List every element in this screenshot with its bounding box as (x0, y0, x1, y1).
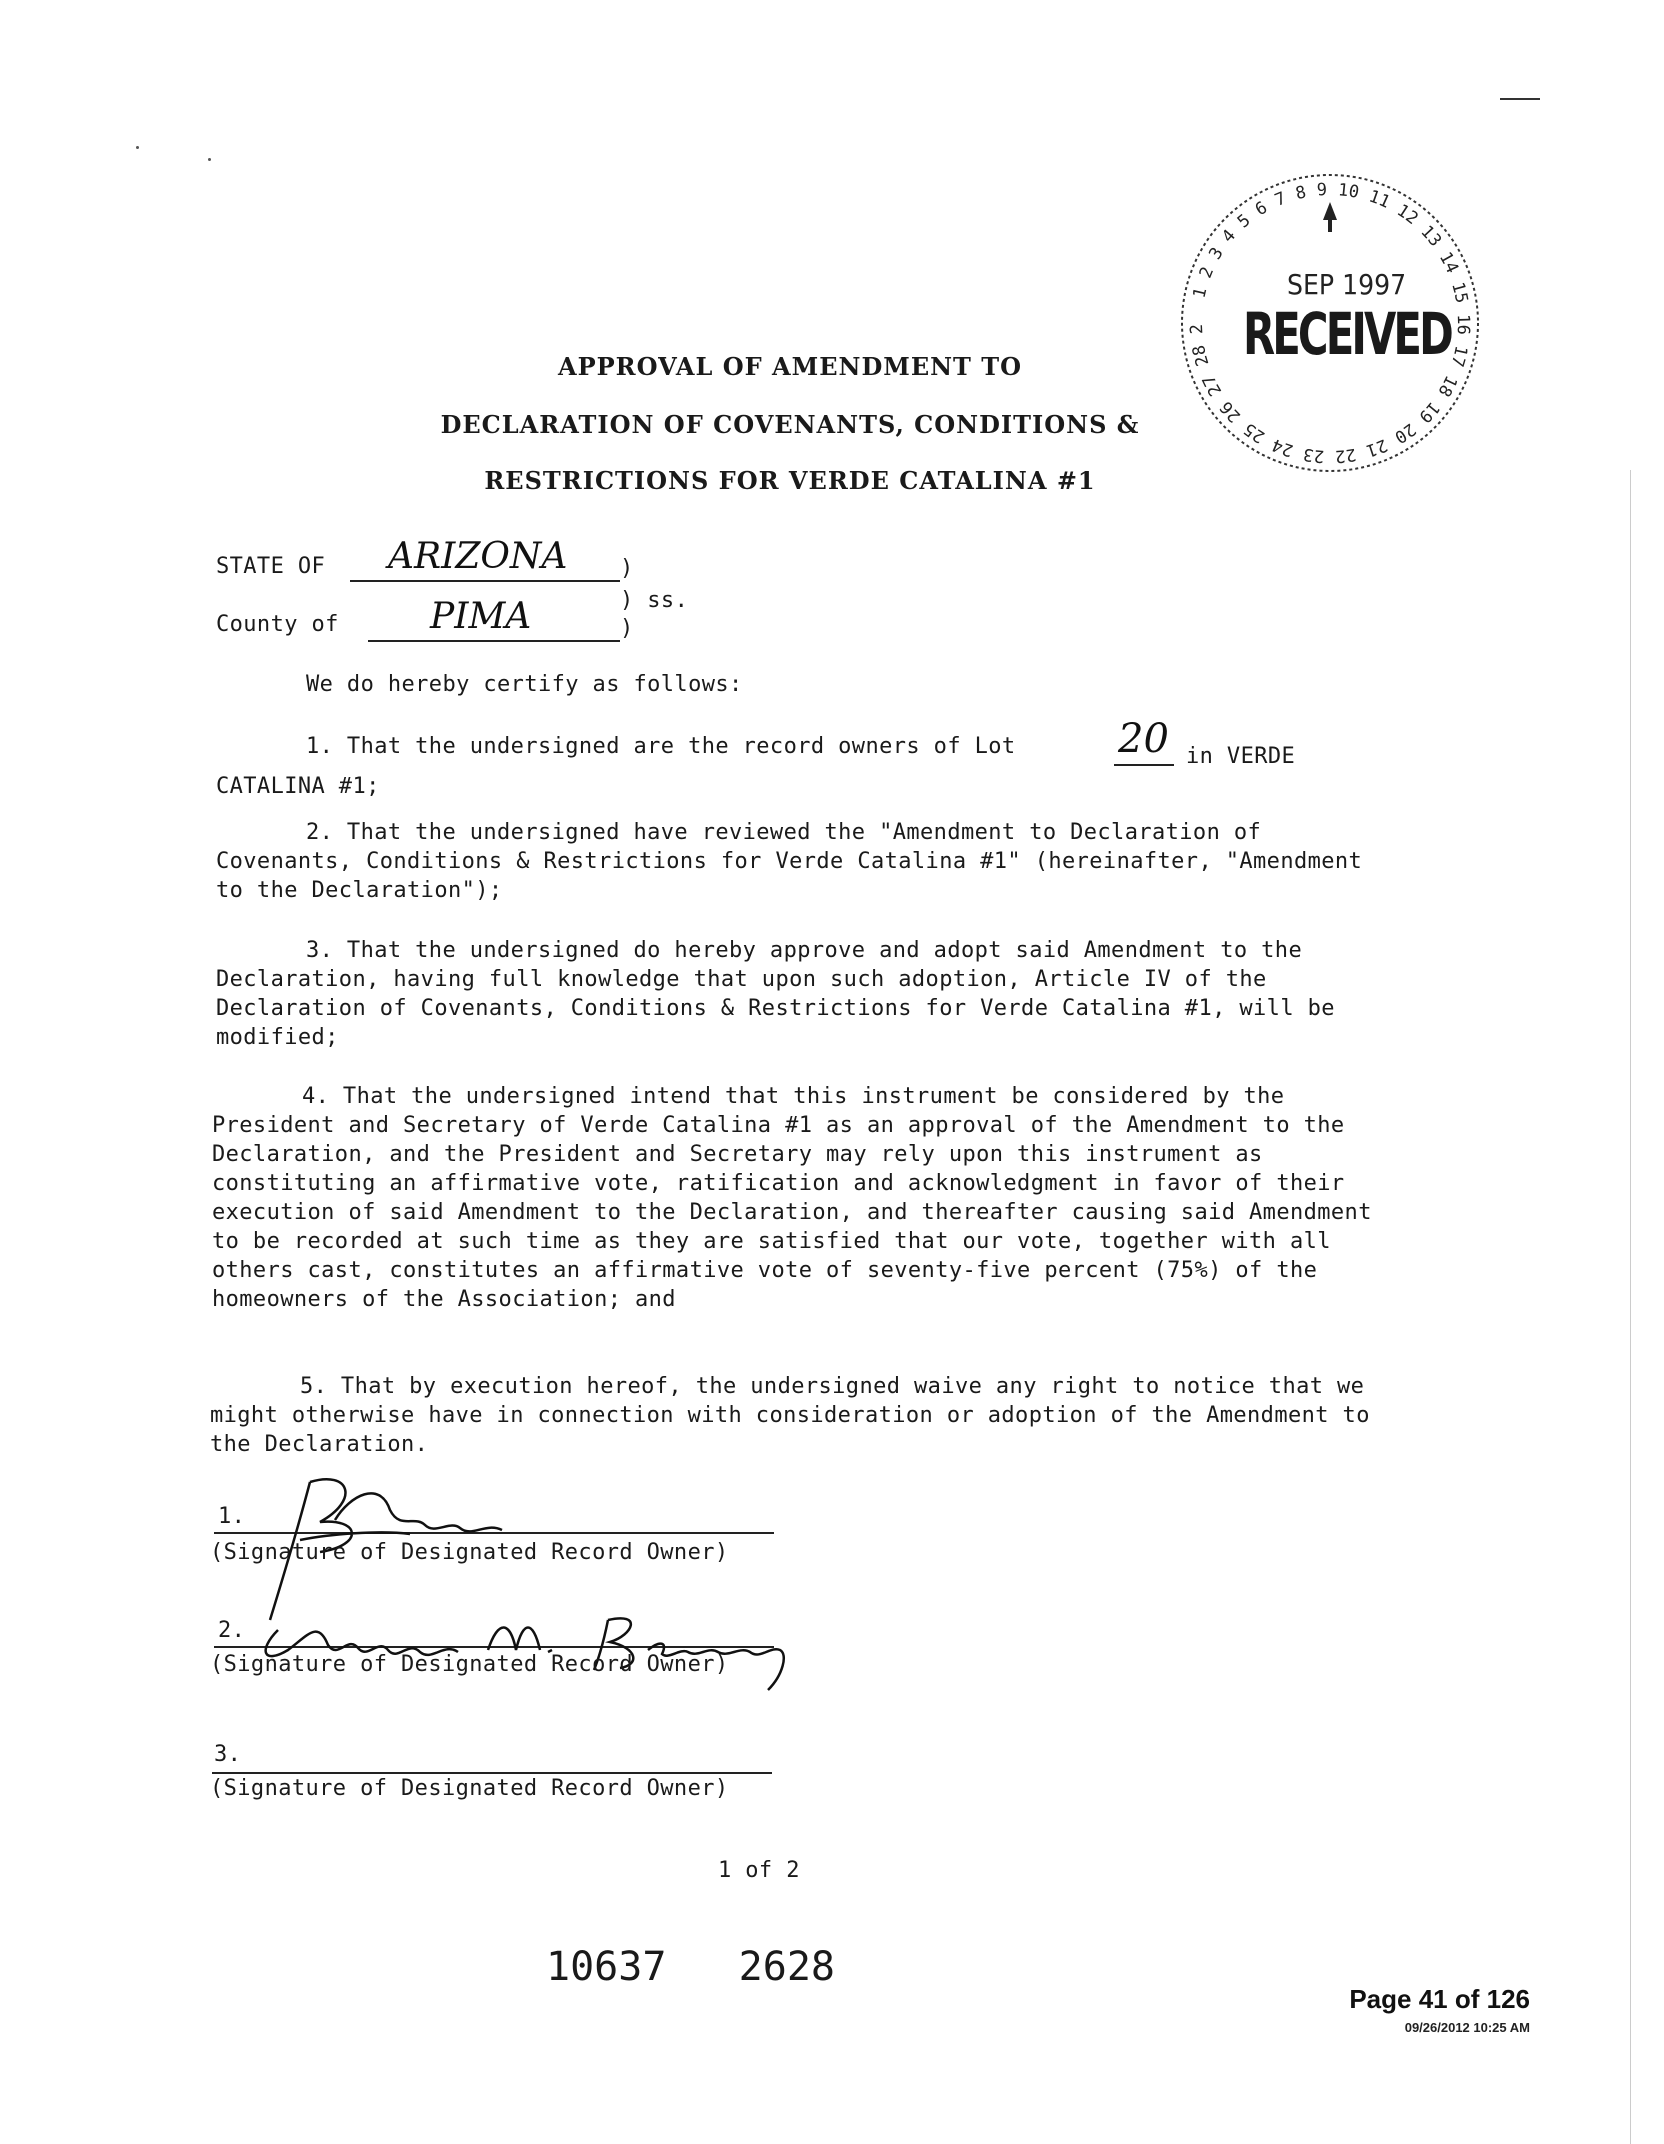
docket-number: 10637 2628 (546, 1944, 835, 1990)
item-1-end: in VERDE CATALINA #1; (216, 744, 1296, 799)
page-count: 1 of 2 (718, 1858, 800, 1883)
footer-timestamp: 09/26/2012 10:25 AM (1404, 2020, 1530, 2035)
signature-1-number: 1. (218, 1504, 246, 1529)
state-label: STATE OF (216, 554, 326, 579)
title-line-3: RESTRICTIONS FOR VERDE CATALINA #1 (484, 466, 1096, 495)
signature-2-caption: (Signature of Designated Record Owner) (210, 1652, 729, 1677)
item-1-start: 1. That the undersigned are the record owners of Lot (306, 734, 1016, 759)
signature-2-handwriting (248, 1590, 848, 1700)
signature-3-line (212, 1742, 772, 1774)
county-line (368, 640, 620, 642)
intro-text: We do hereby certify as follows: (306, 672, 743, 697)
stamp-date: SEP 1997 (1287, 268, 1407, 301)
item-3: 3. That the undersigned do hereby approve and adopt said Amendment to the Declaration, having full knowledge that upon such adoption, Article IV of the Declaration of Covenants, Conditions & Restrictions for Verde Catalina #1, will be modified; (216, 938, 1335, 1050)
scan-speck (208, 158, 211, 161)
scan-edge (1630, 470, 1631, 2144)
signature-1-caption: (Signature of Designated Record Owner) (210, 1540, 729, 1565)
signature-2-number: 2. (218, 1618, 246, 1643)
margin-dash (1500, 98, 1540, 100)
state-value: ARIZONA (388, 536, 568, 577)
stamp-received: RECEIVED (1243, 300, 1451, 368)
signature-3-caption: (Signature of Designated Record Owner) (210, 1776, 729, 1801)
county-label: County of (216, 612, 339, 637)
bracket-top: ) (620, 556, 634, 581)
item-5: 5. That by execution hereof, the undersigned waive any right to notice that we might otherwise have in connection with consideration or adoption of the Amendment to the Declaration. (210, 1374, 1370, 1457)
state-line (350, 580, 620, 582)
title-line-2: DECLARATION OF COVENANTS, CONDITIONS & (440, 410, 1140, 439)
item-4: 4. That the undersigned intend that this instrument be considered by the President and Secretary of Verde Catalina #1 as an approval of the Amendment to the Declaration, and the President and Secretary may rely upon this instrument as constituting an affirmative vote, ratification and acknowledgment in favor of their execution of said Amendment to the Declaration, and thereafter causing said Amendment to be recorded at such time as they are satisfied that our vote, together with all others cast, constitutes an affirmative vote of seventy-five percent (75%) of the homeowners of the Association; and (212, 1084, 1372, 1312)
ss-mark: ) ss. (620, 588, 689, 613)
title-line-1: APPROVAL OF AMENDMENT TO (557, 352, 1023, 381)
footer-page: Page 41 of 126 (1349, 1984, 1530, 2014)
scan-speck (136, 146, 139, 149)
county-value: PIMA (430, 596, 532, 637)
signature-3-number: 3. (214, 1742, 242, 1767)
lot-number: 20 (1118, 716, 1169, 762)
svg-text:1 2 3 4 5 6 7 8 9 10 11 12 13: 1 2 3 4 5 6 7 8 9 10 11 12 13 14 15 16 17 18 19 20 21 22 23 24 25 26 27 28 2 (1186, 179, 1474, 466)
bracket-bottom: ) (620, 616, 634, 641)
item-2: 2. That the undersigned have reviewed the "Amendment to Declaration of Covenants, Conditions & Restrictions for Verde Catalina #1" (hereinafter, "Amendment to the Declaration"); (216, 820, 1363, 903)
